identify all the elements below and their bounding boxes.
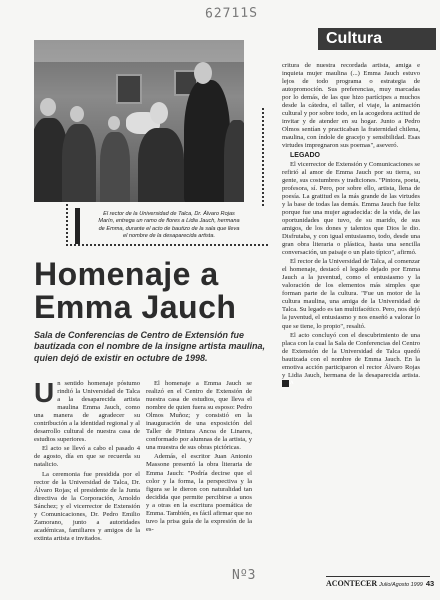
article-column-1 xyxy=(34,377,140,544)
article-subhead: Sala de Conferencias de Centro de Extensión fue bautizada con el nombre de la insigne artista maulina, quien dejó de existir en octubre de 1998. xyxy=(34,330,266,363)
person xyxy=(62,124,96,202)
person xyxy=(224,120,244,202)
headline-line-2: Emma Jauch xyxy=(34,289,237,325)
lidia-jauch xyxy=(138,128,184,202)
issue-date: Julio/Agosto 1999 xyxy=(379,582,423,588)
page-footer xyxy=(326,576,435,588)
article-headline xyxy=(34,258,294,324)
section-label: Cultura xyxy=(318,28,436,50)
person-face xyxy=(40,98,56,116)
wall-painting xyxy=(116,74,142,104)
end-of-article-mark: A xyxy=(282,380,289,387)
paragraph: El vicerrector de Extensión y Comunicaciones se refirió al amor de Emma Jauch por su tierra, su gente, sus costumbres y tradiciones. "Pintora, poeta, profesora, sí. Pero, por sobre ello, artista, llena de poesía. La gratitud es la más grande de las virtudes y la base de todas las demás. Emma Jauch fue feliz porque fue una mujer agradecida: de la vida, de las oportunidades que tuvo, de su marido, de sus amigos, de los dones y talentos que Dios le dio. Disfrutaba, y con igual entusiasmo, todo, desde una gran obra literaria o plástica, hasta una sencilla conversación, un paisaje o un plato típico", afirmó. xyxy=(282,160,420,257)
photo-dotted-border-right xyxy=(262,108,264,206)
event-photo xyxy=(34,40,244,202)
paragraph: El rector de la Universidad de Talca, al comenzar el homenaje, destacó el legado dejado por Emma Jauch a la juventud, como el entusiasmo y la valoración de los elementos más simples que forman parte de la cultura. "Fue un motor de la cultura maulina, una amiga de la Universidad de Talca. Su legado es tan multifacético. Pero, nos dejó la juventud, el entusiasmo y nos enseñó a valorar lo que se tiene, lo propio", resaltó. xyxy=(282,258,420,330)
person-face xyxy=(150,102,168,124)
paragraph xyxy=(34,377,140,444)
person-face xyxy=(108,116,120,130)
subsection-heading: LEGADO xyxy=(290,151,320,159)
drop-cap: U xyxy=(34,377,55,408)
paragraph: El homenaje a Emma Jauch se realizó en el Centro de Extensión de nuestra casa de estudios, que lleva el nombre de quien fuera su esposo: Pedro Olmos Muñoz; y consistió en la inauguración de una exposición del Taller de Pintura Ancoa de Linares, conformado por alumnas de la artista, y una muestra de sus obras pictóricas. xyxy=(146,380,252,452)
paragraph: critura de nuestra recordada artista, amiga e inquieta mujer maulina (...) Emma Jauch estuvo lejos de todo programa o estrategia de autopromoción. Sus preferencias, muy marcadas por lo demás, de las que hizo partícipes a muchos desde la cátedra, el taller, el viaje, la animación cultural y por sobre todo, en la acogedora actitud de invitar y de atender en su hogar. Junto a Pedro Olmos sentían y practicaban la fraternidad chilena, maulina, con índole de gracejo y sensibilidad. Esas virtudes impregnaron sus poemas", aseveró. xyxy=(282,62,420,150)
person-face xyxy=(194,62,212,84)
paragraph xyxy=(282,332,420,388)
paragraph-text: n sentido homenaje póstumo rindió la Universidad de Talca a la desaparecida artista maulina Emma Jauch, como una manera de agradecer su contribución a la identidad regional y al desarrollo cultural de nuestra casa de estudios superiores. xyxy=(34,380,140,444)
photo-caption: El rector de la Universidad de Talca, Dr. Álvaro Rojas Marín, entrega un ramo de flores a Lidia Jauch, hermana de Emma, durante el acto de bautizo de la sala que lleva el nombre de la desaparecida artista. xyxy=(98,211,240,240)
ceiling-light xyxy=(34,40,244,62)
handwritten-archive-number: 62711S xyxy=(204,5,259,22)
person xyxy=(100,132,130,202)
headline-line-1: Homenaje a xyxy=(34,256,219,292)
caption-marker xyxy=(75,208,80,244)
paragraph: Además, el escritor Juan Antonio Massone presentó la obra literaria de Emma Jauch: "Podría decirse que el color y la forma, la perspectiva y la figura se le dieron con naturalidad tan decidida que permite percibirse a unos y a otras en la escritura poemática de Emma. También, es fácil afirmar que no tuvo la prisa guía de la expresión de la es- xyxy=(146,453,252,533)
paragraph: La ceremonia fue presidida por el rector de la Universidad de Talca, Dr. Álvaro Rojas; el presidente de la Junta directiva de la Corporación, Arnoldo Sánchez; y el vicerrector de Extensión y Comunicaciones, Dr. Pedro Emilio Zamorano, junto a autoridades académicas, familiares y amigos de la extinta artista e invitados. xyxy=(34,470,140,542)
handwritten-issue-number: Nº3 xyxy=(232,568,256,583)
magazine-name: ACONTECER xyxy=(326,579,378,588)
paragraph-text: El acto concluyó con el descubrimiento de una placa con la cual la Sala de Conferencias del Centro de Extensión de la Universidad de Talca quedó bautizada con el nombre de Emma Jauch. En la emotiva acción participaron el rector Álvaro Rojas y Lidia Jauch, hermana de la desaparecida artista. xyxy=(282,331,420,379)
article-column-3 xyxy=(282,62,420,389)
person-face xyxy=(70,106,84,122)
page-number: 43 xyxy=(425,579,435,588)
paragraph: El acto se llevó a cabo el pasado 4 de agosto, día en que se recuerda su natalicio. xyxy=(34,445,140,469)
article-column-2 xyxy=(146,380,252,535)
